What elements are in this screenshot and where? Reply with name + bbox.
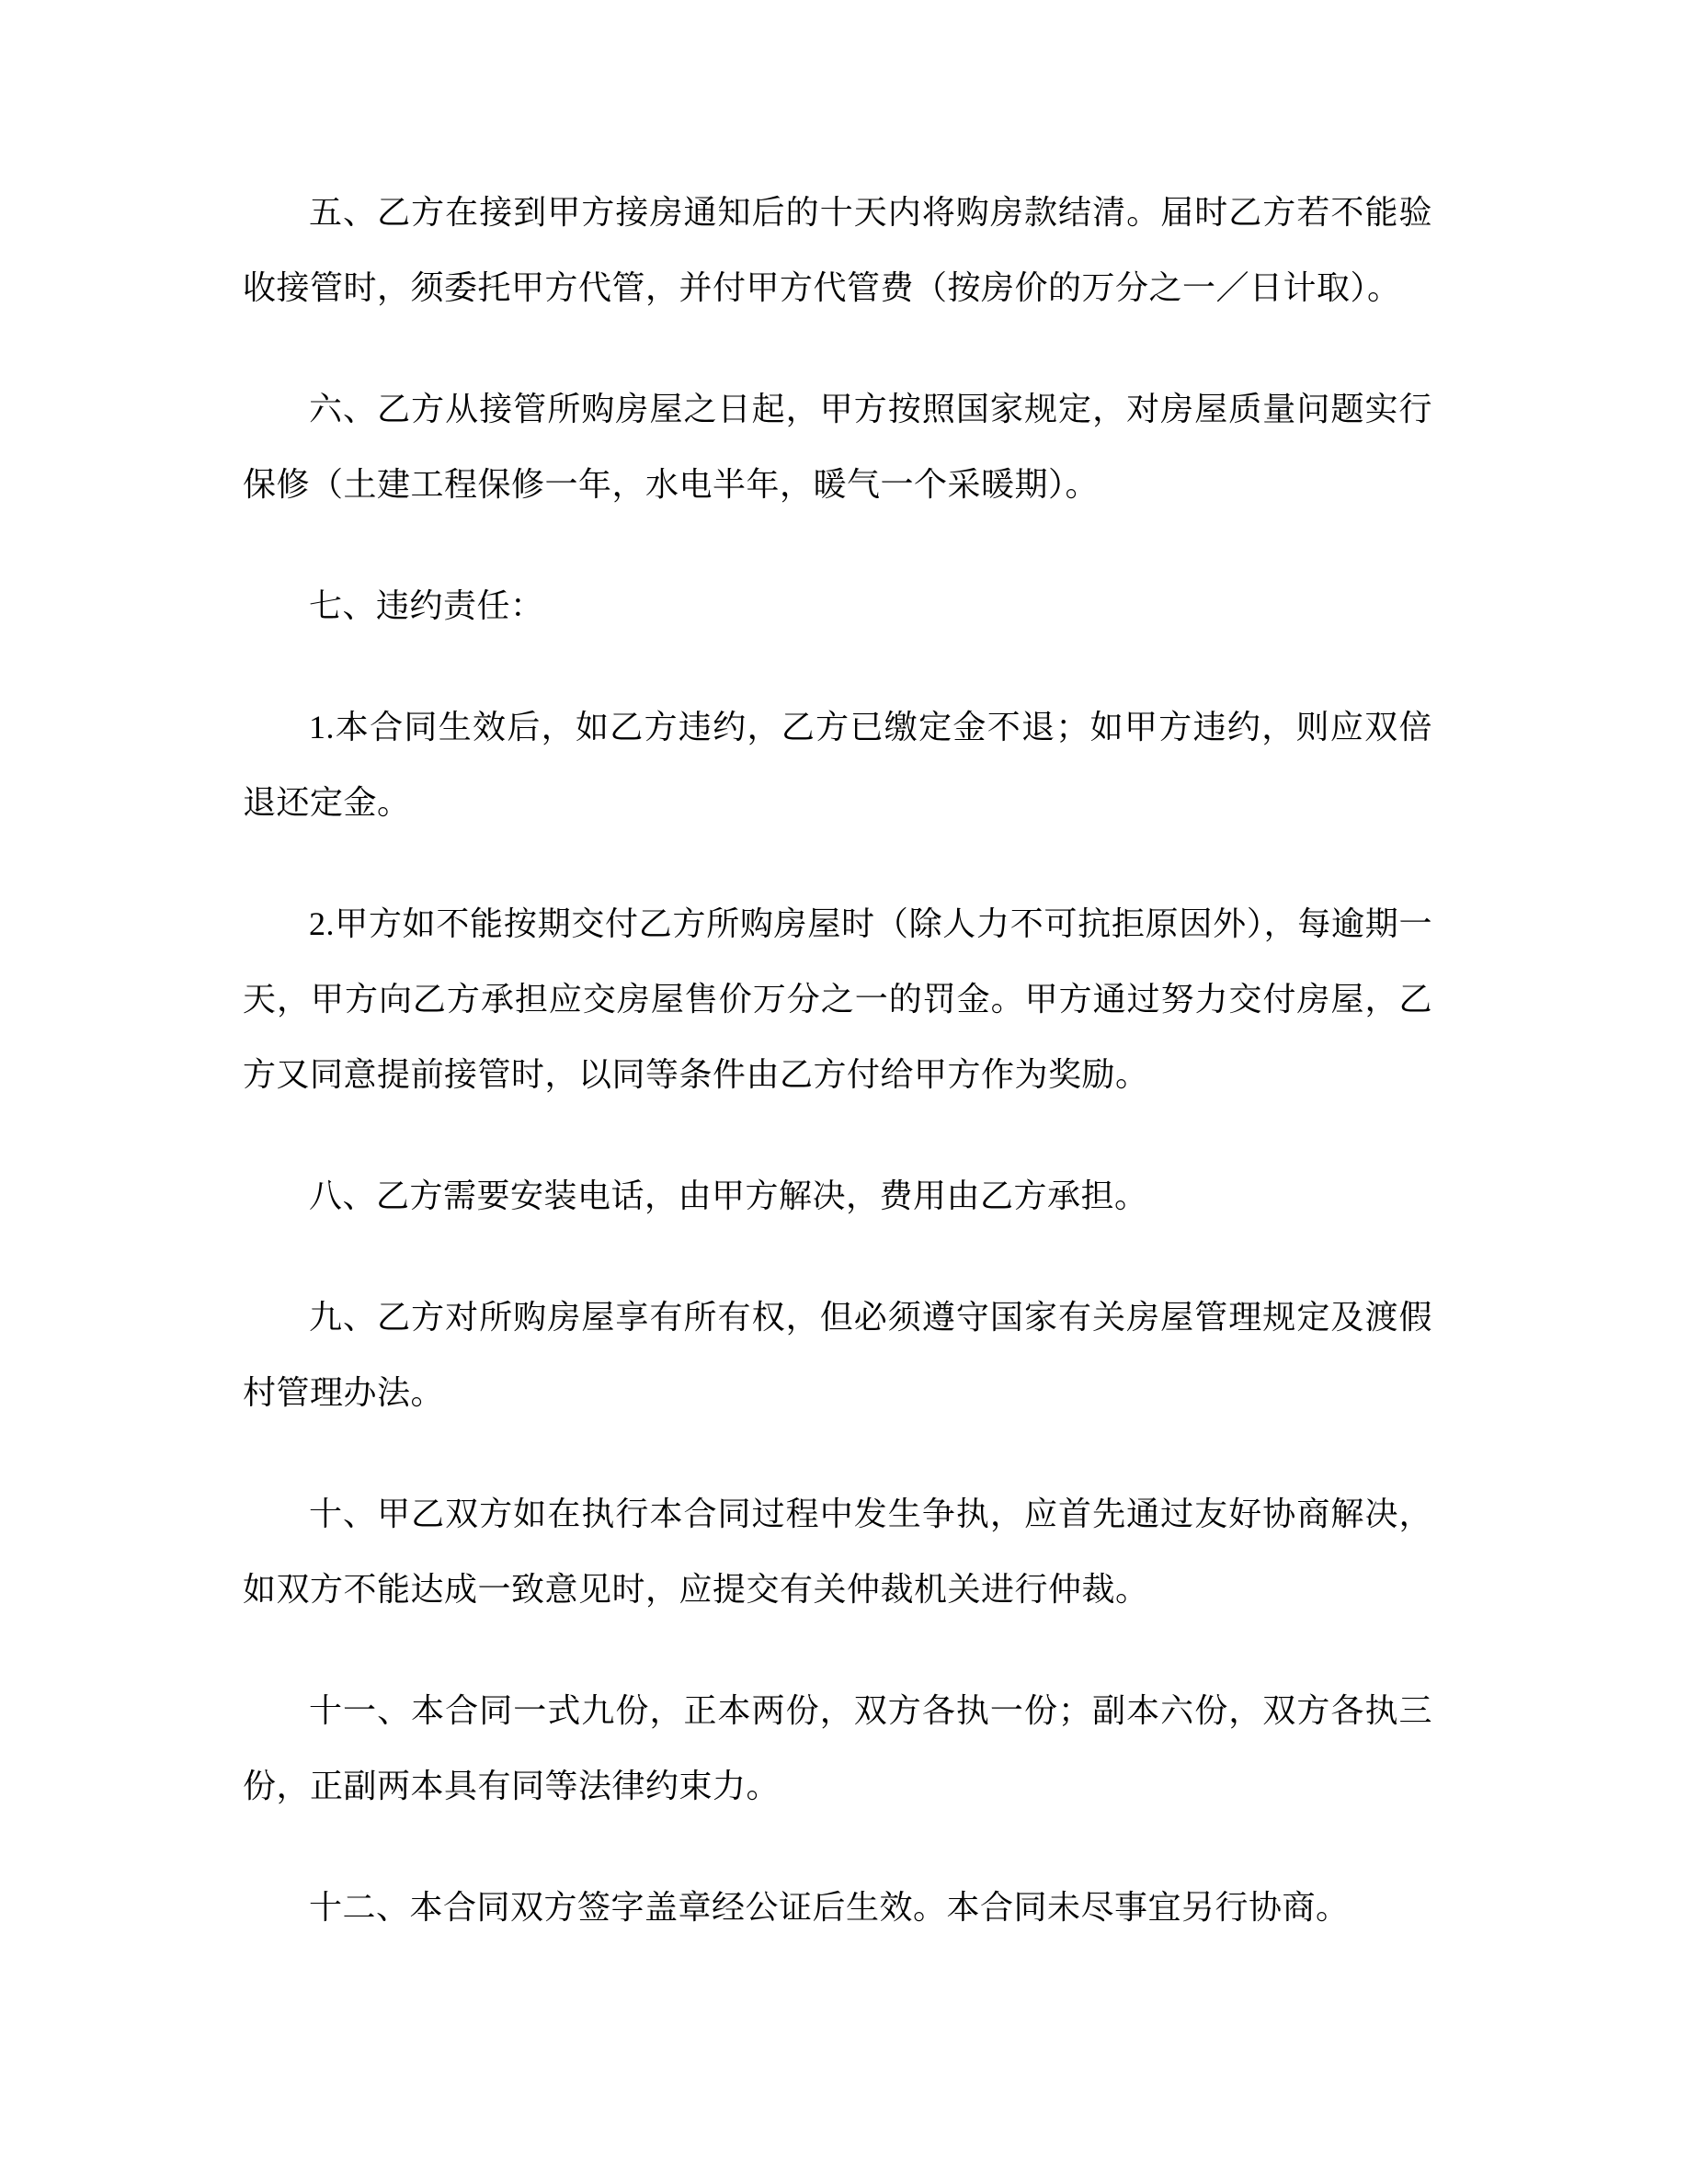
contract-clause-7-item-2: 2.甲方如不能按期交付乙方所购房屋时（除人力不可抗拒原因外），每逾期一天，甲方向乙方承担应交房屋售价万分之一的罚金。甲方通过努力交付房屋，乙方又同意提前接管时，以同等条件由乙方付给甲方作为奖励。	[243, 905, 1432, 1093]
contract-clause-5: 五、乙方在接到甲方接房通知后的十天内将购房款结清。届时乙方若不能验收接管时，须委托甲方代管，并付甲方代管费（按房价的万分之一／日计取）。	[243, 194, 1432, 306]
contract-clause-12: 十二、本合同双方签字盖章经公证后生效。本合同未尽事宜另行协商。	[309, 1889, 1350, 1926]
contract-clause-10: 十、甲乙双方如在执行本合同过程中发生争执，应首先通过友好协商解决，如双方不能达成一致意见时，应提交有关仲裁机关进行仲裁。	[243, 1496, 1432, 1608]
contract-clause-6: 六、乙方从接管所购房屋之日起，甲方按照国家规定，对房屋质量问题实行保修（土建工程保修一年，水电半年，暖气一个采暖期）。	[243, 391, 1432, 503]
contract-clause-7-item-1: 1.本合同生效后，如乙方违约，乙方已缴定金不退；如甲方违约，则应双倍退还定金。	[243, 709, 1432, 821]
contract-clause-9: 九、乙方对所购房屋享有所有权，但必须遵守国家有关房屋管理规定及渡假村管理办法。	[243, 1299, 1432, 1411]
contract-clause-11: 十一、本合同一式九份，正本两份，双方各执一份；副本六份，双方各执三份，正副两本具有同等法律约束力。	[243, 1692, 1432, 1804]
contract-clause-8: 八、乙方需要安装电话，由甲方解决，费用由乙方承担。	[309, 1177, 1148, 1214]
contract-clause-7-heading: 七、违约责任：	[309, 587, 544, 624]
